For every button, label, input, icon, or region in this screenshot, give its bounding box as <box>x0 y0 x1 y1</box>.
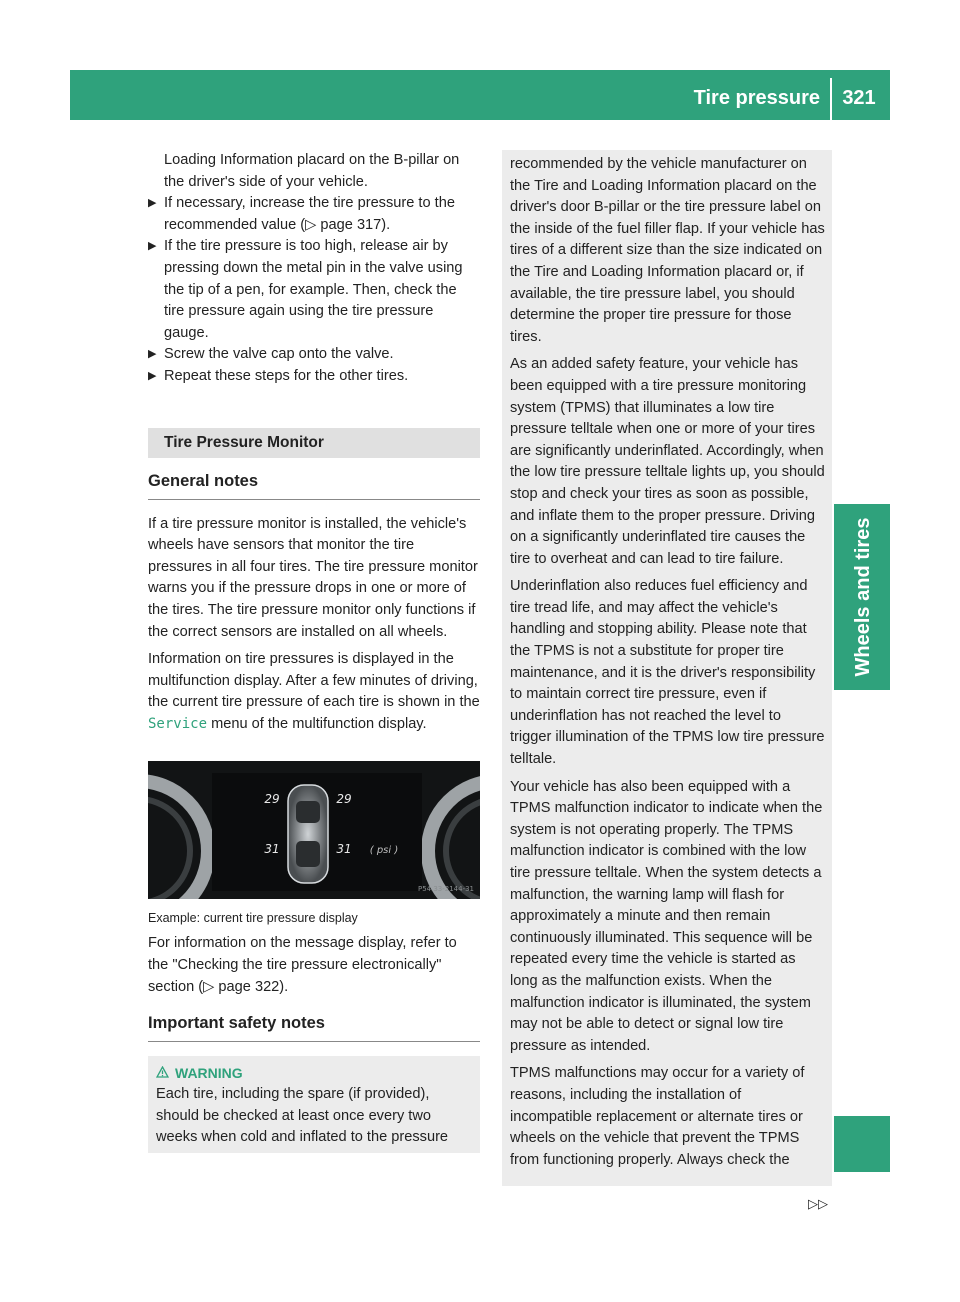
intro-continuation: Loading Information placard on the B-pillar on the driver's side of your vehicle. <box>164 152 460 190</box>
step-item: ▶ If necessary, increase the tire pressure to the recommended value (▷ page 317). <box>148 195 455 233</box>
display-info-paragraph: Information on tire pressures is displayed in the multifunction display. After a few minutes of driving, the current tire pressure of each tire is shown in the Service menu of the multifunction display. <box>148 651 480 732</box>
left-column <box>148 150 480 1153</box>
safety-notes-heading: Important safety notes <box>148 1014 480 1042</box>
image-code: P54.33-2144-31 <box>417 885 475 894</box>
section-title: Tire Pressure Monitor <box>148 428 480 458</box>
chapter-tab-label: Wheels and tires <box>852 517 874 677</box>
warning-header <box>156 1062 472 1084</box>
step-item: ▶ If the tire pressure is too high, release air by pressing down the metal pin in the valve using the tip of a pen, for example. Then, check the tire pressure again using the tire pressure gauge. <box>148 238 463 341</box>
tire-pressure-rear-left: 31 <box>264 842 280 857</box>
right-paragraph: As an added safety feature, your vehicle has been equipped with a tire pressure monitoring system (TPMS) that illuminates a low tire pressure telltale when one or more of your tires are significantly underinflated. Accordingly, when the low tire pressure telltale lights up, you should stop and check your tires as soon as possible, and inflate them to the proper pressure. Driving on a significantly underinflated tire causes the tire to overheat and can lead to tire failure. <box>510 356 825 567</box>
right-paragraph: TPMS malfunctions may occur for a variety of reasons, including the installation of incompatible replacement or alternate tires or wheels on the vehicle that prevent the TPMS from functioning properly. Always check the <box>510 1065 805 1168</box>
warning-triangle-icon <box>156 1062 169 1084</box>
right-column <box>502 150 832 1186</box>
tire-pressure-rear-right: 31 <box>336 842 352 857</box>
step-arrow-icon: ▶ <box>148 369 157 382</box>
right-paragraph: Underinflation also reduces fuel efficiency and tire tread life, and may affect the vehicle's handling and stopping ability. Please note that the TPMS is not a substitute for proper tire maintenance, and it is the driver's responsibility to maintain correct tire pressure, even if underinflation has not reached the level to trigger illumination of the TPMS low tire pressure telltale. <box>510 578 825 768</box>
warning-text: Each tire, including the spare (if provided), should be checked at least once every two weeks when cold and inflated to the pressure <box>156 1086 449 1146</box>
chapter-tab-marker <box>834 1116 890 1172</box>
page-header <box>70 70 890 120</box>
step-arrow-icon: ▶ <box>148 240 157 253</box>
step-item: ▶ Repeat these steps for the other tires. <box>148 366 480 388</box>
right-paragraph: recommended by the vehicle manufacturer on the Tire and Loading Information placard on the driver's door B-pillar or the tire pressure label on the inside of the fuel filler flap. If your vehicle has tires of a different size than the size indicated on the Tire and Loading Information placard or, if available, the tire pressure label, you should determine the proper tire pressure for those tires. <box>510 156 825 345</box>
step-arrow-icon: ▶ <box>148 348 157 361</box>
image-caption: Example: current tire pressure display <box>148 911 358 926</box>
tire-pressure-front-left: 29 <box>264 792 280 807</box>
general-notes-paragraph: If a tire pressure monitor is installed, the vehicle's wheels have sensors that monitor the tire pressures in all four tires. The tire pressure monitor warns you if the pressure drops in one or more of the tires. The tire pressure monitor only functions if the correct sensors are installed on all wheels. <box>148 515 478 640</box>
instrument-cluster-graphic <box>148 761 480 899</box>
right-paragraph: Your vehicle has also been equipped with a TPMS malfunction indicator to indicate when the system is not operating properly. The TPMS malfunction indicator is combined with the low tire pressure telltale. When the system detects a malfunction, the warning lamp will flash for approximately a minute and then remain continuously illuminated. This sequence will be repeated every time the vehicle is started as long as the malfunction exists. When the malfunction indicator is illuminated, the system may not be able to detect or signal low tire pressure as intended. <box>510 778 823 1054</box>
service-menu-term: Service <box>148 715 208 732</box>
header-divider <box>830 78 832 120</box>
warning-box <box>148 1056 480 1153</box>
page-number: 321 <box>842 87 876 109</box>
pressure-unit: ( psi ) <box>369 845 399 857</box>
tire-pressure-display-image <box>148 761 480 899</box>
general-notes-heading: General notes <box>148 472 480 500</box>
chapter-tab <box>834 504 890 690</box>
header-title: Tire pressure <box>693 87 820 109</box>
step-item: ▶ Screw the valve cap onto the valve. <box>148 344 480 366</box>
step-arrow-icon: ▶ <box>148 197 157 210</box>
message-display-paragraph: For information on the message display, refer to the "Checking the tire pressure electronically" section (▷ page 322). <box>148 935 457 995</box>
warning-label: WARNING <box>175 1065 243 1082</box>
tire-pressure-front-right: 29 <box>336 792 352 807</box>
continue-arrow-icon: ▷▷ <box>808 1196 828 1211</box>
